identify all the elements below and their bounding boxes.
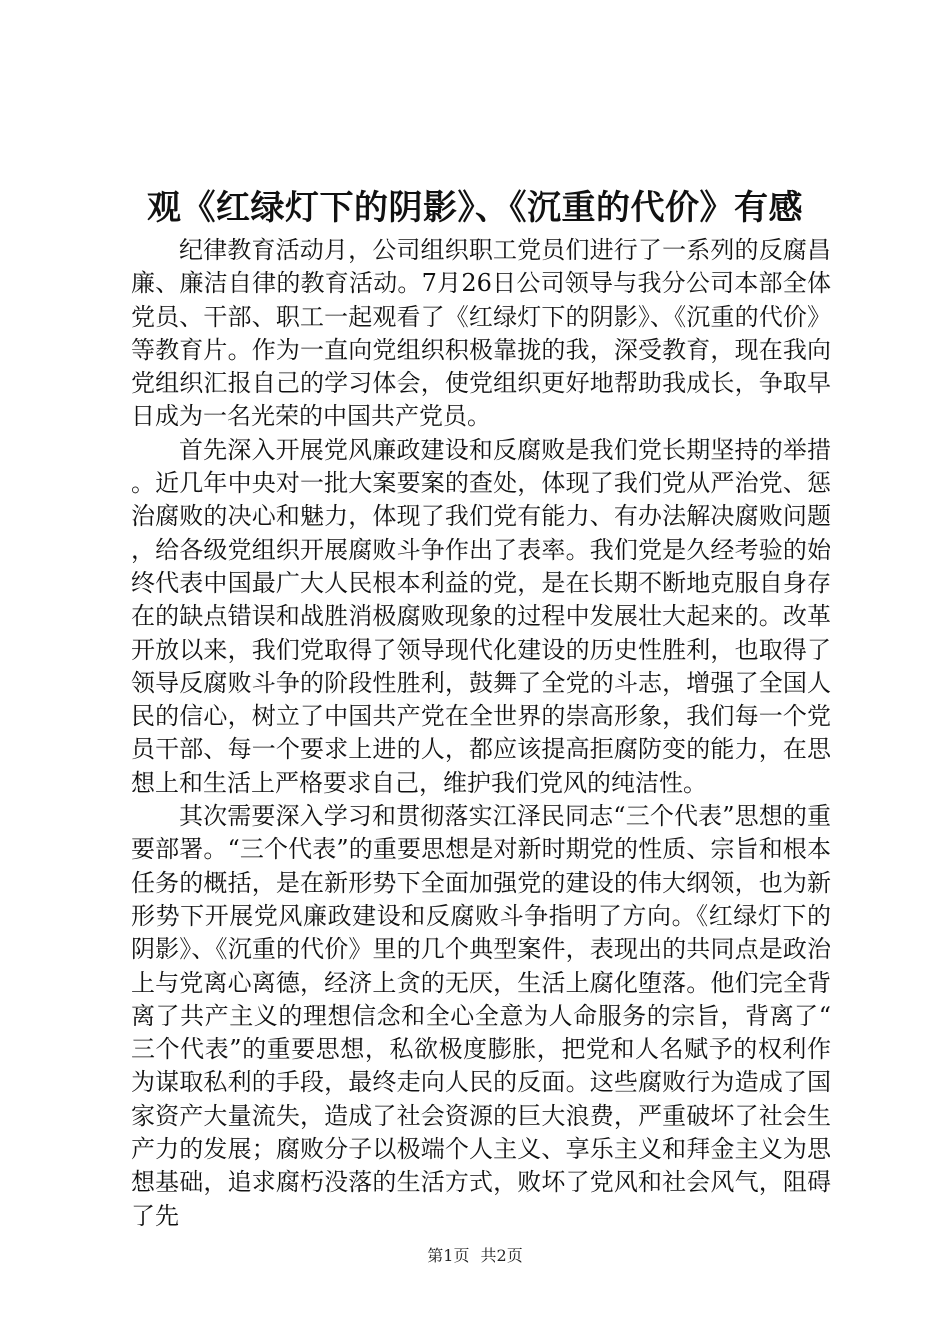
paragraph-1: 纪律教育活动月，公司组织职工党员们进行了一系列的反腐昌廉、廉洁自律的教育活动。7月26日公司领导与我分公司本部全体党员、干部、职工一起观看了《红绿灯下的阴影》、《沉重的代价》等教育片。作为一直向党组织积极靠拢的我，深受教育，现在我向党组织汇报自己的学习体会，使党组织更好地帮助我成长，争取早日成为一名光荣的中国共产党员。 bbox=[131, 236, 831, 431]
paragraph-2: 首先深入开展党风廉政建设和反腐败是我们党长期坚持的举措。近几年中央对一批大案要案的查处，体现了我们党从严治党、惩治腐败的决心和魅力，体现了我们党有能力、有办法解决腐败问题，给各级党组织开展腐败斗争作出了表率。我们党是久经考验的始终代表中国最广大人民根本利益的党，是在长期不断地克服自身存在的缺点错误和战胜消极腐败现象的过程中发展壮大起来的。改革开放以来，我们党取得了领导现代化建设的历史性胜利，也取得了领导反腐败斗争的阶段性胜利，鼓舞了全党的斗志，增强了全国人民的信心，树立了中国共产党在全世界的崇高形象，我们每一个党员干部、每一个要求上进的人，都应该提高拒腐防变的能力，在思想上和生活上严格要求自己，维护我们党风的纯洁性。 bbox=[131, 435, 831, 797]
paragraph-3: 其次需要深入学习和贯彻落实江泽民同志“三个代表”思想的重要部署。“三个代表”的重要思想是对新时期党的性质、宗旨和根本任务的概括，是在新形势下全面加强党的建设的伟大纲领，也为新形势下开展党风廉政建设和反腐败斗争指明了方向。《红绿灯下的阴影》、《沉重的代价》里的几个典型案件，表现出的共同点是政治上与党离心离德，经济上贪的无厌，生活上腐化堕落。他们完全背离了共产主义的理想信念和全心全意为人命服务的宗旨，背离了“三个代表”的重要思想，私欲极度膨胀，把党和人名赋予的权利作为谋取私利的手段，最终走向人民的反面。这些腐败行为造成了国家资产大量流失，造成了社会资源的巨大浪费，严重破坏了社会生产力的发展；腐败分子以极端个人主义、享乐主义和拜金主义为思想基础，追求腐朽没落的生活方式，败坏了党风和社会风气，阻碍了先 bbox=[131, 802, 831, 1230]
document-body bbox=[131, 234, 831, 1233]
page-number: 第1页 bbox=[427, 1246, 470, 1265]
page-total: 共2页 bbox=[480, 1246, 523, 1265]
page-footer bbox=[0, 1246, 950, 1266]
document-title: 观《红绿灯下的阴影》、《沉重的代价》有感 bbox=[147, 188, 803, 228]
